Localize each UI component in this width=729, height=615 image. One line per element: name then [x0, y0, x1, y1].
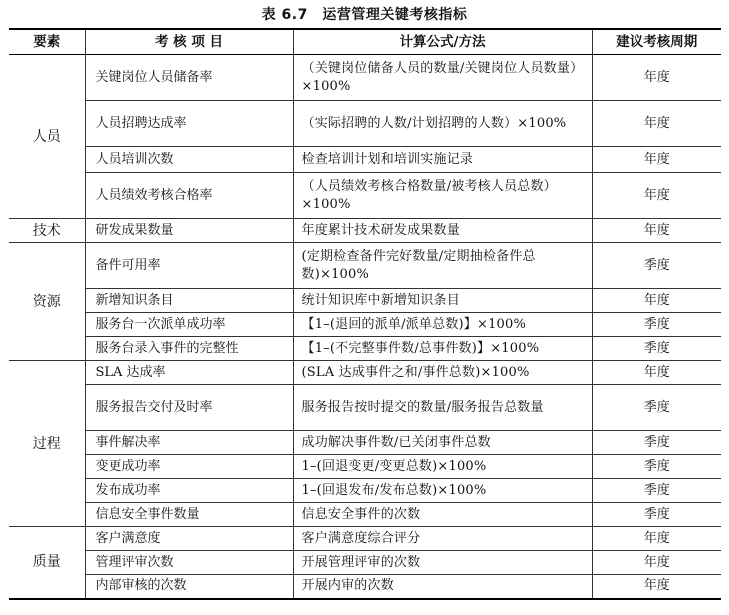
item-cell: 信息安全事件数量: [85, 503, 293, 527]
table-row: [9, 385, 721, 431]
formula-cell: 1–(回退发布/发布总数)×100%: [293, 479, 592, 503]
formula-cell: 开展管理评审的次数: [293, 551, 592, 575]
item-cell: 管理评审次数: [85, 551, 293, 575]
item-cell: 服务报告交付及时率: [85, 385, 293, 431]
header-period: 建议考核周期: [592, 29, 721, 55]
table-row: [9, 147, 721, 173]
table-row: [9, 575, 721, 599]
table-row: [9, 243, 721, 289]
formula-cell: 信息安全事件的次数: [293, 503, 592, 527]
table-row: [9, 55, 721, 101]
item-cell: 人员绩效考核合格率: [85, 173, 293, 219]
formula-cell: 【1–(不完整事件数/总事件数)】×100%: [293, 337, 592, 361]
table-row: [9, 361, 721, 385]
category-cell: 资源: [9, 243, 85, 361]
formula-cell: 服务报告按时提交的数量/服务报告总数量: [293, 385, 592, 431]
period-cell: 季度: [592, 455, 721, 479]
item-cell: 变更成功率: [85, 455, 293, 479]
period-cell: 年度: [592, 101, 721, 147]
category-cell: 人员: [9, 55, 85, 219]
item-cell: 备件可用率: [85, 243, 293, 289]
kpi-table: [9, 28, 721, 600]
item-cell: 人员招聘达成率: [85, 101, 293, 147]
formula-cell: (SLA 达成事件之和/事件总数)×100%: [293, 361, 592, 385]
period-cell: 年度: [592, 55, 721, 101]
formula-cell: 检查培训计划和培训实施记录: [293, 147, 592, 173]
formula-cell: 开展内审的次数: [293, 575, 592, 599]
period-cell: 季度: [592, 431, 721, 455]
formula-cell: 成功解决事件数/已关闭事件总数: [293, 431, 592, 455]
formula-cell: （人员绩效考核合格数量/被考核人员总数）×100%: [293, 173, 592, 219]
table-caption: 表 6.7 运营管理关键考核指标: [261, 7, 468, 23]
period-cell: 年度: [592, 173, 721, 219]
item-cell: 研发成果数量: [85, 219, 293, 243]
header-formula: 计算公式/方法: [293, 29, 592, 55]
period-cell: 季度: [592, 503, 721, 527]
formula-cell: (定期检查备件完好数量/定期抽检备件总数)×100%: [293, 243, 592, 289]
period-cell: 季度: [592, 479, 721, 503]
formula-cell: 1–(回退变更/变更总数)×100%: [293, 455, 592, 479]
period-cell: 年度: [592, 289, 721, 313]
table-row: [9, 173, 721, 219]
formula-cell: 统计知识库中新增知识条目: [293, 289, 592, 313]
category-cell: 质量: [9, 527, 85, 599]
table-row: [9, 219, 721, 243]
period-cell: 季度: [592, 313, 721, 337]
period-cell: 年度: [592, 575, 721, 599]
formula-cell: 客户满意度综合评分: [293, 527, 592, 551]
table-row: [9, 431, 721, 455]
item-cell: 服务台录入事件的完整性: [85, 337, 293, 361]
category-cell: 技术: [9, 219, 85, 243]
table-header-row: [9, 29, 721, 55]
period-cell: 季度: [592, 337, 721, 361]
period-cell: 年度: [592, 527, 721, 551]
header-category: 要素: [9, 29, 85, 55]
item-cell: 内部审核的次数: [85, 575, 293, 599]
period-cell: 年度: [592, 361, 721, 385]
table-row: [9, 479, 721, 503]
item-cell: 发布成功率: [85, 479, 293, 503]
formula-cell: 年度累计技术研发成果数量: [293, 219, 592, 243]
item-cell: 新增知识条目: [85, 289, 293, 313]
table-row: [9, 289, 721, 313]
table-row: [9, 551, 721, 575]
table-row: [9, 455, 721, 479]
header-item: 考 核 项 目: [85, 29, 293, 55]
period-cell: 年度: [592, 219, 721, 243]
formula-cell: （关键岗位储备人员的数量/关键岗位人员数量）×100%: [293, 55, 592, 101]
item-cell: 人员培训次数: [85, 147, 293, 173]
item-cell: 事件解决率: [85, 431, 293, 455]
period-cell: 年度: [592, 147, 721, 173]
table-row: [9, 527, 721, 551]
table-row: [9, 503, 721, 527]
item-cell: 关键岗位人员储备率: [85, 55, 293, 101]
formula-cell: （实际招聘的人数/计划招聘的人数）×100%: [293, 101, 592, 147]
table-row: [9, 313, 721, 337]
item-cell: 服务台一次派单成功率: [85, 313, 293, 337]
item-cell: SLA 达成率: [85, 361, 293, 385]
category-cell: 过程: [9, 361, 85, 527]
period-cell: 年度: [592, 551, 721, 575]
item-cell: 客户满意度: [85, 527, 293, 551]
table-body: [9, 55, 721, 599]
period-cell: 季度: [592, 243, 721, 289]
formula-cell: 【1–(退回的派单/派单总数)】×100%: [293, 313, 592, 337]
period-cell: 季度: [592, 385, 721, 431]
table-row: [9, 101, 721, 147]
table-row: [9, 337, 721, 361]
